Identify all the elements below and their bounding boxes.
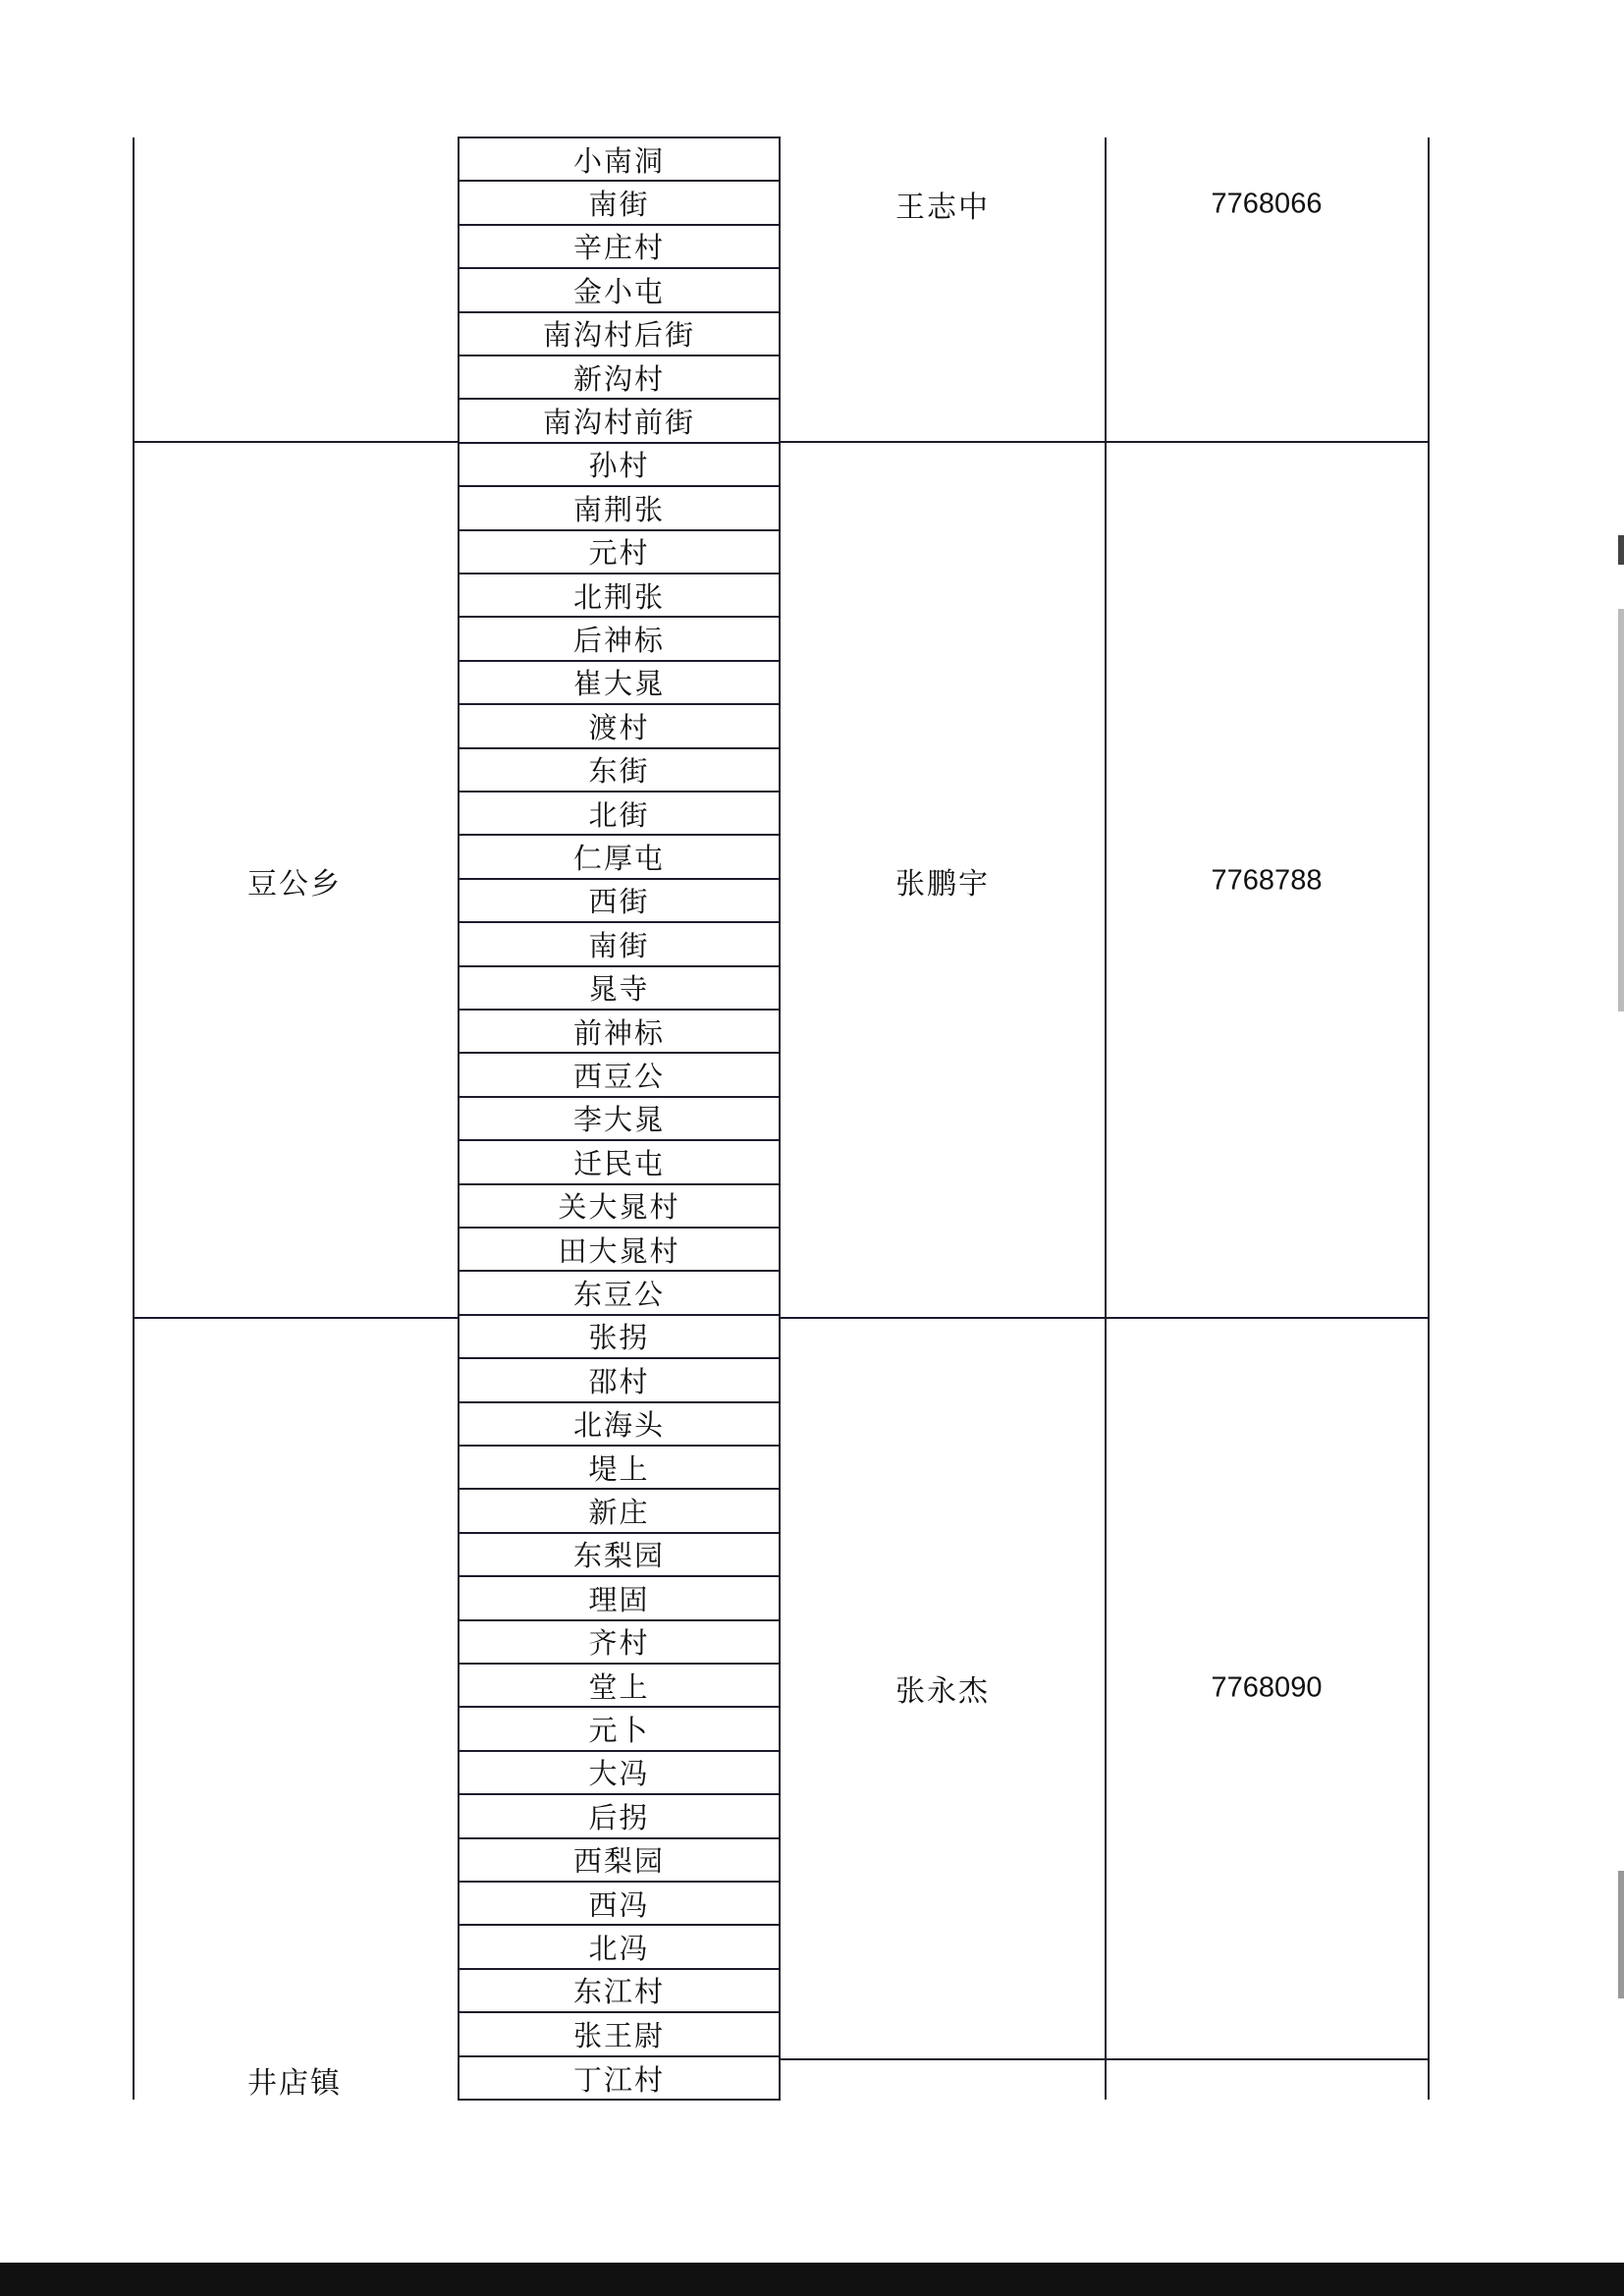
village-row: 西街 xyxy=(460,880,779,923)
village-row: 新沟村 xyxy=(460,356,779,400)
village-row: 晁寺 xyxy=(460,967,779,1011)
township-cell: 井店镇 xyxy=(247,2066,342,2101)
contact-name-cell: 张鹏宇 xyxy=(895,867,990,902)
table-left-border xyxy=(133,137,135,2100)
phone-cell: 7768066 xyxy=(1211,188,1323,220)
contact-name-cell: 王志中 xyxy=(895,191,990,225)
village-row: 东豆公 xyxy=(460,1272,779,1315)
village-row: 渡村 xyxy=(460,705,779,748)
village-row: 后神标 xyxy=(460,618,779,661)
village-row: 关大晁村 xyxy=(460,1185,779,1229)
scan-edge-mark xyxy=(1618,535,1624,565)
village-row: 西梨园 xyxy=(460,1839,779,1883)
village-row: 西豆公 xyxy=(460,1054,779,1097)
village-row: 齐村 xyxy=(460,1621,779,1665)
table-divider-3 xyxy=(1105,137,1107,2100)
phone-cell: 7768788 xyxy=(1211,864,1323,897)
village-row: 堤上 xyxy=(460,1447,779,1490)
village-row: 北荆张 xyxy=(460,574,779,618)
village-row: 小南洞 xyxy=(460,138,779,182)
contact-name-cell: 张永杰 xyxy=(895,1674,990,1709)
village-row: 张王尉 xyxy=(460,2013,779,2056)
village-row: 仁厚屯 xyxy=(460,836,779,879)
village-row: 北冯 xyxy=(460,1926,779,1969)
phone-cell: 7768090 xyxy=(1211,1671,1323,1704)
village-row: 南街 xyxy=(460,182,779,225)
village-row: 东梨园 xyxy=(460,1534,779,1577)
village-row: 迁民屯 xyxy=(460,1141,779,1184)
village-row: 田大晁村 xyxy=(460,1229,779,1272)
village-row: 南荆张 xyxy=(460,487,779,530)
village-row: 后拐 xyxy=(460,1795,779,1838)
village-row: 前神标 xyxy=(460,1011,779,1054)
village-row: 辛庄村 xyxy=(460,226,779,269)
village-row: 李大晁 xyxy=(460,1098,779,1141)
village-row: 邵村 xyxy=(460,1359,779,1402)
scan-edge-mark xyxy=(1618,609,1624,1011)
village-row: 东江村 xyxy=(460,1970,779,2013)
village-row: 堂上 xyxy=(460,1665,779,1708)
village-row: 理固 xyxy=(460,1577,779,1620)
township-cell: 豆公乡 xyxy=(247,867,342,902)
scan-edge-mark xyxy=(1618,1871,1624,1998)
village-row: 北街 xyxy=(460,793,779,836)
village-row: 南街 xyxy=(460,923,779,966)
village-row: 孙村 xyxy=(460,444,779,487)
scan-bottom-edge xyxy=(0,2263,1624,2296)
village-row: 元村 xyxy=(460,531,779,574)
village-row: 北海头 xyxy=(460,1403,779,1447)
contact-row-separator xyxy=(781,2058,1430,2060)
village-row: 张拐 xyxy=(460,1316,779,1359)
village-row: 东街 xyxy=(460,749,779,793)
village-row: 丁江村 xyxy=(572,2063,665,2098)
village-row: 大冯 xyxy=(460,1752,779,1795)
village-row: 南沟村前街 xyxy=(460,400,779,443)
group-separator-2 xyxy=(133,1317,1430,1319)
table-right-border xyxy=(1428,137,1430,2100)
village-row: 南沟村后街 xyxy=(460,313,779,356)
village-row: 金小屯 xyxy=(460,269,779,312)
village-row: 西冯 xyxy=(460,1883,779,1926)
village-row: 新庄 xyxy=(460,1490,779,1533)
group-separator-1 xyxy=(133,441,1430,443)
village-row: 元卜 xyxy=(460,1708,779,1751)
village-column xyxy=(458,137,781,2101)
village-row: 崔大晁 xyxy=(460,662,779,705)
